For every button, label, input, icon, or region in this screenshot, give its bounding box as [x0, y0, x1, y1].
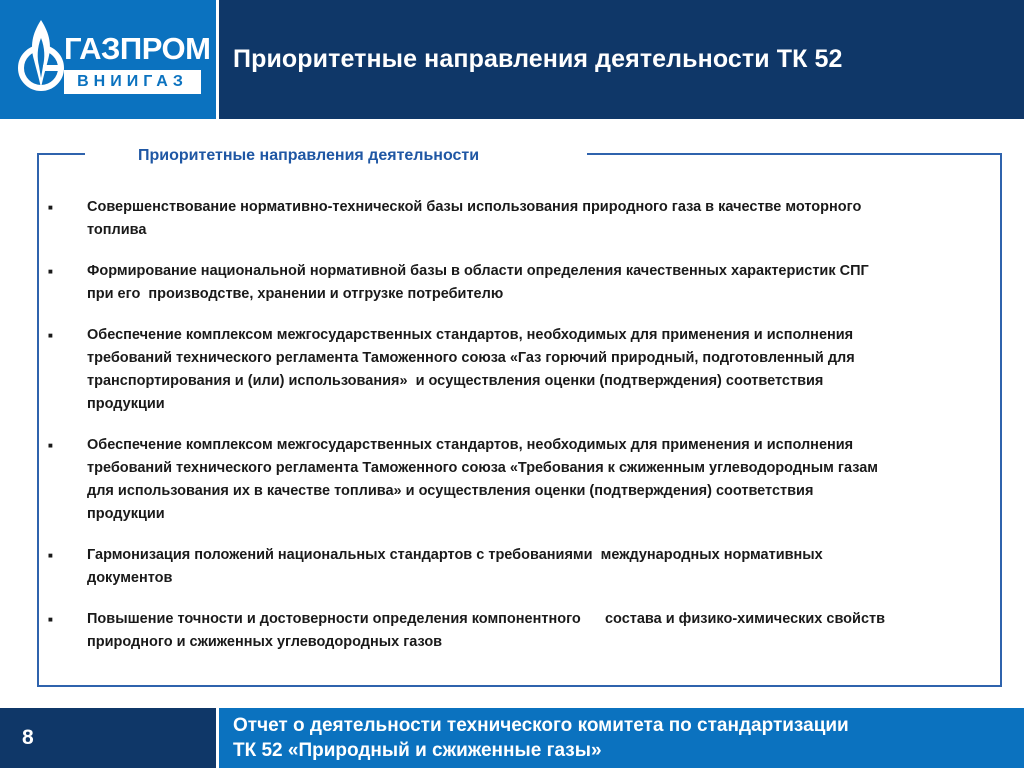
footer-line-2: ТК 52 «Природный и сжиженные газы»: [233, 740, 602, 761]
list-item-text: [87, 260, 994, 306]
bullet-square-icon: ■: [48, 551, 53, 560]
list-item: [44, 544, 994, 590]
footer-line-1: Отчет о деятельности технического комитета по стандартизации: [233, 715, 849, 736]
list-item-text: [87, 544, 994, 590]
list-item-line: Формирование национальной нормативной базы в области определения качественных характеристик СПГ: [87, 263, 869, 279]
list-item: [44, 260, 994, 306]
list-item-line: для использования их в качестве топлива» и осуществления оценки (подтверждения) соответствия: [87, 483, 814, 499]
list-item: [44, 324, 994, 416]
bullet-square-icon: ■: [48, 615, 53, 624]
list-item-text: [87, 608, 994, 654]
logo-name: ГАЗПРОМ: [64, 31, 211, 66]
footer-caption: [219, 708, 1024, 768]
flame-icon: [18, 16, 64, 96]
list-item-line: Совершенствование нормативно-технической базы использования природного газа в качестве моторного: [87, 199, 862, 215]
list-item-line: транспортирования и (или) использования» и осуществления оценки (подтверждения) соответствия: [87, 373, 824, 389]
list-item-line: документов: [87, 570, 173, 586]
slide-footer: [0, 708, 1024, 768]
priority-list: [44, 196, 994, 654]
list-item-line: требований технического регламента Таможенного союза «Газ горючий природный, подготовленный для: [87, 350, 855, 366]
title-bar: [219, 0, 1024, 119]
list-item-line: Повышение точности и достоверности определения компонентного состава и физико-химических свойств: [87, 611, 886, 627]
list-item-text: [87, 324, 994, 416]
list-item: [44, 608, 994, 654]
bullet-square-icon: ■: [48, 267, 53, 276]
bullet-square-icon: ■: [48, 331, 53, 340]
list-item-line: при его производстве, хранении и отгрузке потребителю: [87, 286, 504, 302]
page-number: 8: [0, 708, 216, 768]
bullet-square-icon: ■: [48, 203, 53, 212]
list-item-line: топлива: [87, 222, 147, 238]
list-item-line: Обеспечение комплексом межгосударственных стандартов, необходимых для применения и исполнения: [87, 327, 854, 343]
gazprom-logo: [0, 0, 216, 119]
slide-header: [0, 0, 1024, 119]
list-item-line: Обеспечение комплексом межгосударственных стандартов, необходимых для применения и исполнения: [87, 437, 854, 453]
list-item-text: [87, 434, 994, 526]
list-item-text: [87, 196, 994, 242]
list-item-line: требований технического регламента Таможенного союза «Требования к сжиженным углеводородным газам: [87, 460, 879, 476]
panel-heading: Приоритетные направления деятельности: [138, 147, 480, 164]
list-item-line: продукции: [87, 506, 165, 522]
bullet-square-icon: ■: [48, 441, 53, 450]
list-item-line: Гармонизация положений национальных стандартов с требованиями международных нормативных: [87, 547, 823, 563]
logo-subtitle: ВНИИГАЗ: [77, 73, 188, 90]
list-item: [44, 196, 994, 242]
list-item-line: природного и сжиженных углеводородных газов: [87, 634, 443, 650]
list-item: [44, 434, 994, 526]
slide-title: Приоритетные направления деятельности ТК 52: [233, 45, 843, 73]
list-item-line: продукции: [87, 396, 165, 412]
